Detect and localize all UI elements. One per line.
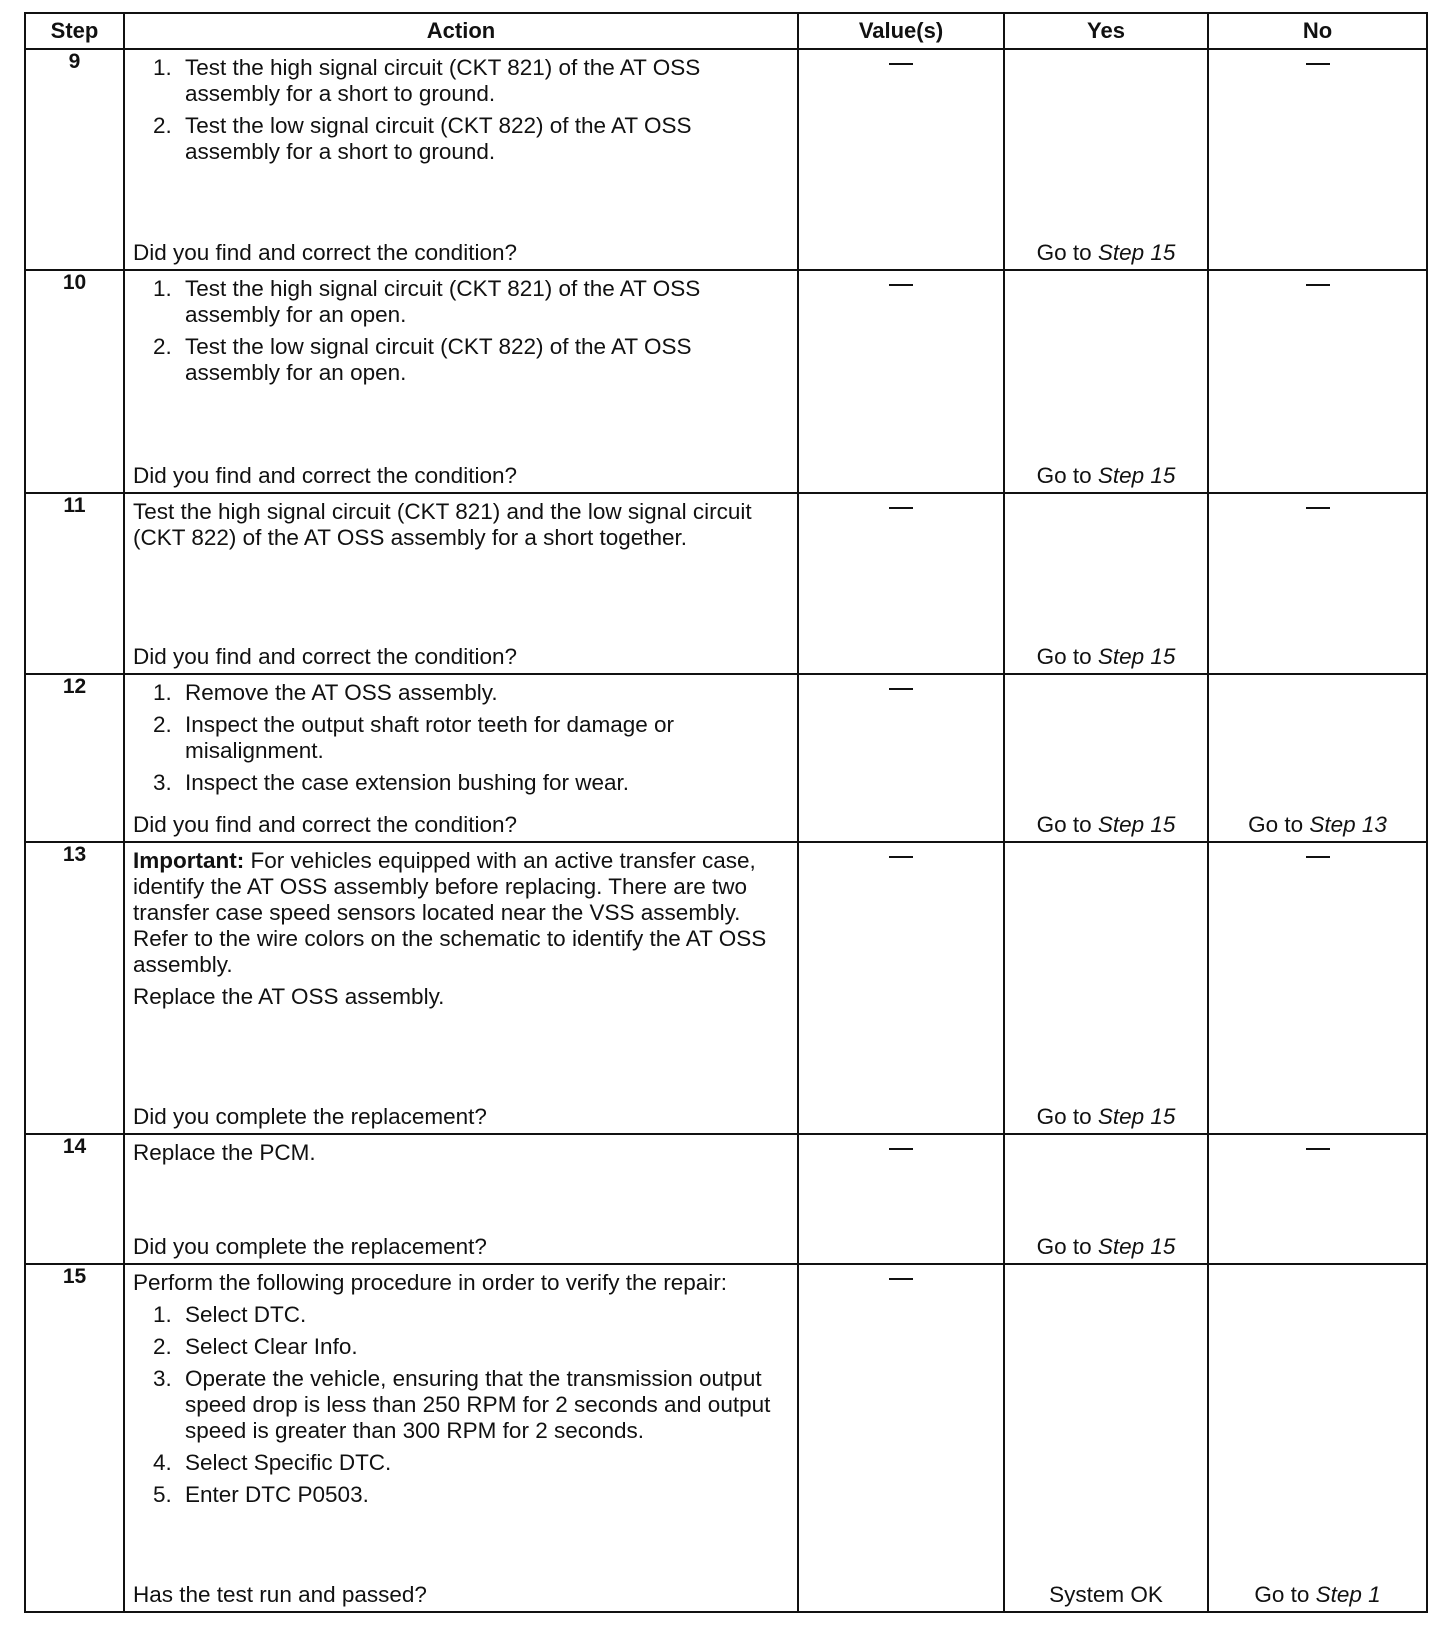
no-link[interactable]: Go to Step 13 xyxy=(1248,812,1387,837)
yes-cell xyxy=(1004,674,1208,842)
list-item: 1. Select DTC. xyxy=(153,1302,307,1327)
value-cell xyxy=(798,1264,1004,1612)
value-cell xyxy=(798,49,1004,270)
action-cell xyxy=(124,493,798,674)
dash-icon xyxy=(889,1148,913,1150)
list-item: 2. Select Clear Info. xyxy=(153,1334,358,1359)
action-question: Did you find and correct the condition? xyxy=(133,463,517,488)
action-list xyxy=(133,276,787,386)
dash-icon xyxy=(1306,63,1330,65)
yes-cell xyxy=(1004,493,1208,674)
yes-link[interactable]: Go to Step 15 xyxy=(1036,812,1176,837)
table-row-step-11 xyxy=(25,493,1427,674)
action-question: Did you complete the replacement? xyxy=(133,1104,487,1129)
dash-icon xyxy=(889,1278,913,1280)
dash-icon xyxy=(889,856,913,858)
yes-link[interactable]: Go to Step 15 xyxy=(1036,463,1176,488)
list-item: 2. Test the low signal circuit (CKT 822) of the AT OSS assembly for an open. xyxy=(153,334,692,385)
value-cell xyxy=(798,1134,1004,1264)
yes-cell xyxy=(1004,49,1208,270)
yes-cell xyxy=(1004,1264,1208,1612)
action-cell xyxy=(124,270,798,493)
list-item: 1. Test the high signal circuit (CKT 821) of the AT OSS assembly for an open. xyxy=(153,276,701,327)
header-no: No xyxy=(1208,13,1427,49)
dash-icon xyxy=(1306,1148,1330,1150)
header-yes: Yes xyxy=(1004,13,1208,49)
action-question: Did you find and correct the condition? xyxy=(133,240,517,265)
action-text: Replace the PCM. xyxy=(133,1140,316,1165)
no-cell xyxy=(1208,674,1427,842)
action-intro: Perform the following procedure in order to verify the repair: xyxy=(133,1270,728,1295)
yes-cell xyxy=(1004,1134,1208,1264)
action-cell xyxy=(124,842,798,1134)
step-number: 15 xyxy=(25,1264,124,1612)
diagnostic-table xyxy=(24,12,1428,1613)
table-row-step-13 xyxy=(25,842,1427,1134)
header-action: Action xyxy=(124,13,798,49)
dash-icon xyxy=(889,63,913,65)
list-item: 2. Inspect the output shaft rotor teeth for damage or misalignment. xyxy=(153,712,675,763)
table-row-step-9 xyxy=(25,49,1427,270)
no-cell xyxy=(1208,1264,1427,1612)
action-list xyxy=(133,55,787,165)
value-cell xyxy=(798,493,1004,674)
action-cell xyxy=(124,1134,798,1264)
yes-cell xyxy=(1004,270,1208,493)
no-cell xyxy=(1208,1134,1427,1264)
action-question: Did you find and correct the condition? xyxy=(133,812,517,837)
list-item: 3. Operate the vehicle, ensuring that the transmission output speed drop is less than 250 RPM for 2 seconds and output speed is greater than 300 RPM for 2 seconds. xyxy=(153,1366,771,1443)
action-cell xyxy=(124,1264,798,1612)
dash-icon xyxy=(889,688,913,690)
action-question: Did you find and correct the condition? xyxy=(133,644,517,669)
action-text: Replace the AT OSS assembly. xyxy=(133,984,445,1009)
action-list xyxy=(133,1302,787,1508)
step-number: 12 xyxy=(25,674,124,842)
yes-link[interactable]: Go to Step 15 xyxy=(1036,240,1176,265)
list-item: 1. Remove the AT OSS assembly. xyxy=(153,680,498,705)
step-number: 10 xyxy=(25,270,124,493)
yes-link[interactable]: Go to Step 15 xyxy=(1036,644,1176,669)
value-cell xyxy=(798,674,1004,842)
list-item: 2. Test the low signal circuit (CKT 822) of the AT OSS assembly for a short to ground. xyxy=(153,113,692,164)
yes-link[interactable]: Go to Step 15 xyxy=(1036,1234,1176,1259)
action-cell xyxy=(124,674,798,842)
no-link[interactable]: Go to Step 1 xyxy=(1254,1582,1381,1607)
step-number: 13 xyxy=(25,842,124,1134)
table-row-step-10 xyxy=(25,270,1427,493)
list-item: 4. Select Specific DTC. xyxy=(153,1450,392,1475)
table-row-step-15 xyxy=(25,1264,1427,1612)
important-note: Important: For vehicles equipped with an active transfer case, identify the AT OSS assembly before replacing. There are two transfer case speed sensors located near the VSS assembly. Refer to the wire colors on the schematic to identify the AT OSS assembly. xyxy=(133,848,767,977)
list-item: 3. Inspect the case extension bushing for wear. xyxy=(153,770,630,795)
yes-result: System OK xyxy=(1049,1582,1163,1607)
header-values: Value(s) xyxy=(798,13,1004,49)
list-item: 1. Test the high signal circuit (CKT 821) of the AT OSS assembly for a short to ground. xyxy=(153,55,701,106)
yes-cell xyxy=(1004,842,1208,1134)
no-cell xyxy=(1208,270,1427,493)
no-cell xyxy=(1208,493,1427,674)
step-number: 14 xyxy=(25,1134,124,1264)
dash-icon xyxy=(889,507,913,509)
table-row-step-12 xyxy=(25,674,1427,842)
step-number: 9 xyxy=(25,49,124,270)
action-text: Test the high signal circuit (CKT 821) and the low signal circuit (CKT 822) of the AT OSS assembly for a short together. xyxy=(133,499,752,550)
yes-link[interactable]: Go to Step 15 xyxy=(1036,1104,1176,1129)
list-item: 5. Enter DTC P0503. xyxy=(153,1482,369,1507)
header-row xyxy=(25,13,1427,49)
step-number: 11 xyxy=(25,493,124,674)
action-list xyxy=(133,680,787,796)
important-label: Important: xyxy=(133,848,245,873)
action-question: Has the test run and passed? xyxy=(133,1582,427,1607)
no-cell xyxy=(1208,49,1427,270)
dash-icon xyxy=(1306,507,1330,509)
dash-icon xyxy=(889,284,913,286)
no-cell xyxy=(1208,842,1427,1134)
dash-icon xyxy=(1306,284,1330,286)
action-cell xyxy=(124,49,798,270)
header-step: Step xyxy=(25,13,124,49)
dash-icon xyxy=(1306,856,1330,858)
table-row-step-14 xyxy=(25,1134,1427,1264)
value-cell xyxy=(798,842,1004,1134)
action-question: Did you complete the replacement? xyxy=(133,1234,487,1259)
value-cell xyxy=(798,270,1004,493)
